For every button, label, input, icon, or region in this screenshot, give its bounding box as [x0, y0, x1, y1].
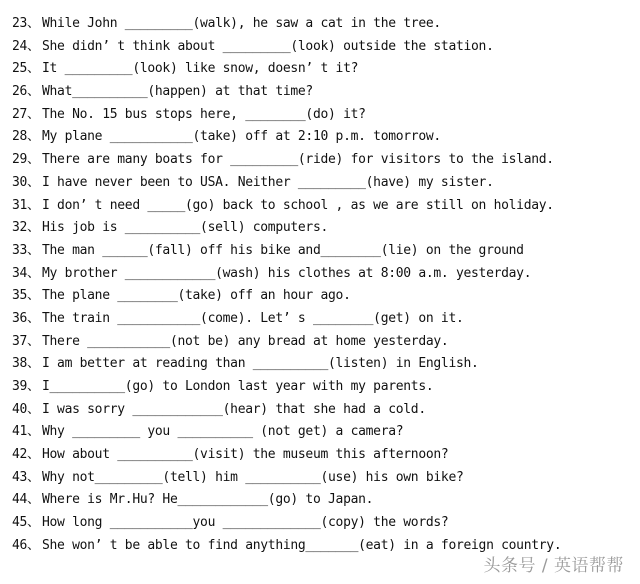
exercise-number: 41、	[12, 424, 40, 440]
exercise-number: 33、	[12, 242, 40, 258]
exercise-number: 27、	[12, 106, 40, 122]
exercise-number: 31、	[12, 197, 40, 213]
exercise-line	[12, 399, 632, 422]
exercise-line	[12, 104, 632, 127]
exercise-line	[12, 353, 632, 376]
exercise-text: I have never been to USA. Neither _________(have) my sister.	[42, 174, 494, 190]
exercise-text: There ___________(not be) any bread at home yesterday.	[42, 333, 449, 349]
exercise-text: I don’ t need _____(go) back to school , as we are still on holiday.	[42, 197, 554, 213]
exercise-text: The No. 15 bus stops here, ________(do) it?	[42, 106, 366, 122]
exercise-number: 35、	[12, 288, 40, 304]
exercise-number: 38、	[12, 356, 40, 372]
exercise-line	[12, 263, 632, 286]
exercise-number: 29、	[12, 152, 40, 168]
exercise-line	[12, 58, 632, 81]
exercise-list	[12, 13, 632, 558]
exercise-number: 43、	[12, 469, 40, 485]
exercise-text: I am better at reading than __________(listen) in English.	[42, 356, 479, 372]
exercise-text: Why _________ you __________ (not get) a camera?	[42, 424, 404, 440]
exercise-text: How about __________(visit) the museum this afternoon?	[42, 447, 449, 463]
exercise-line	[12, 285, 632, 308]
exercise-line	[12, 36, 632, 59]
exercise-number: 23、	[12, 16, 40, 31]
exercise-line	[12, 421, 632, 444]
exercise-text: My brother ____________(wash) his clothes at 8:00 a.m. yesterday.	[42, 265, 532, 281]
exercise-number: 45、	[12, 515, 40, 531]
exercise-text: There are many boats for _________(ride) for visitors to the island.	[42, 152, 554, 168]
exercise-text: I was sorry ____________(hear) that she had a cold.	[42, 401, 426, 417]
exercise-line	[12, 13, 632, 36]
exercise-text: While John _________(walk), he saw a cat in the tree.	[42, 16, 441, 31]
exercise-text: Where is Mr.Hu? He____________(go) to Japan.	[42, 492, 374, 508]
exercise-line	[12, 126, 632, 149]
exercise-line	[12, 308, 632, 331]
watermark: 头条号 / 英语帮帮	[483, 556, 624, 576]
exercise-number: 40、	[12, 401, 40, 417]
exercise-line	[12, 172, 632, 195]
exercise-number: 26、	[12, 84, 40, 100]
exercise-text: The train ___________(come). Let’ s ________(get) on it.	[42, 310, 464, 326]
exercise-text: She didn’ t think about _________(look) outside the station.	[42, 38, 494, 54]
exercise-line	[12, 331, 632, 354]
exercise-line	[12, 149, 632, 172]
exercise-line	[12, 467, 632, 490]
exercise-number: 36、	[12, 310, 40, 326]
exercise-number: 28、	[12, 129, 40, 145]
exercise-number: 30、	[12, 174, 40, 190]
exercise-line	[12, 240, 632, 263]
exercise-number: 39、	[12, 379, 40, 394]
exercise-number: 32、	[12, 220, 40, 236]
exercise-line	[12, 376, 632, 399]
exercise-number: 42、	[12, 447, 40, 463]
exercise-number: 24、	[12, 38, 40, 54]
exercise-text: What__________(happen) at that time?	[42, 84, 313, 100]
exercise-number: 46、	[12, 537, 40, 553]
exercise-line	[12, 444, 632, 467]
exercise-text: I__________(go) to London last year with my parents.	[42, 379, 434, 394]
exercise-text: My plane ___________(take) off at 2:10 p.m. tomorrow.	[42, 129, 441, 145]
exercise-line	[12, 195, 632, 218]
exercise-line	[12, 217, 632, 240]
exercise-number: 25、	[12, 61, 40, 77]
exercise-text: She won’ t be able to find anything_______(eat) in a foreign country.	[42, 537, 562, 553]
exercise-number: 44、	[12, 492, 40, 508]
exercise-line	[12, 512, 632, 535]
exercise-text: The man ______(fall) off his bike and________(lie) on the ground	[42, 242, 524, 258]
exercise-line	[12, 81, 632, 104]
exercise-number: 34、	[12, 265, 40, 281]
exercise-line	[12, 489, 632, 512]
exercise-text: It _________(look) like snow, doesn’ t it?	[42, 61, 359, 77]
exercise-text: Why not_________(tell) him __________(use) his own bike?	[42, 469, 464, 485]
exercise-number: 37、	[12, 333, 40, 349]
exercise-text: The plane ________(take) off an hour ago.	[42, 288, 351, 304]
exercise-text: How long ___________you _____________(copy) the words?	[42, 515, 449, 531]
exercise-text: His job is __________(sell) computers.	[42, 220, 329, 236]
